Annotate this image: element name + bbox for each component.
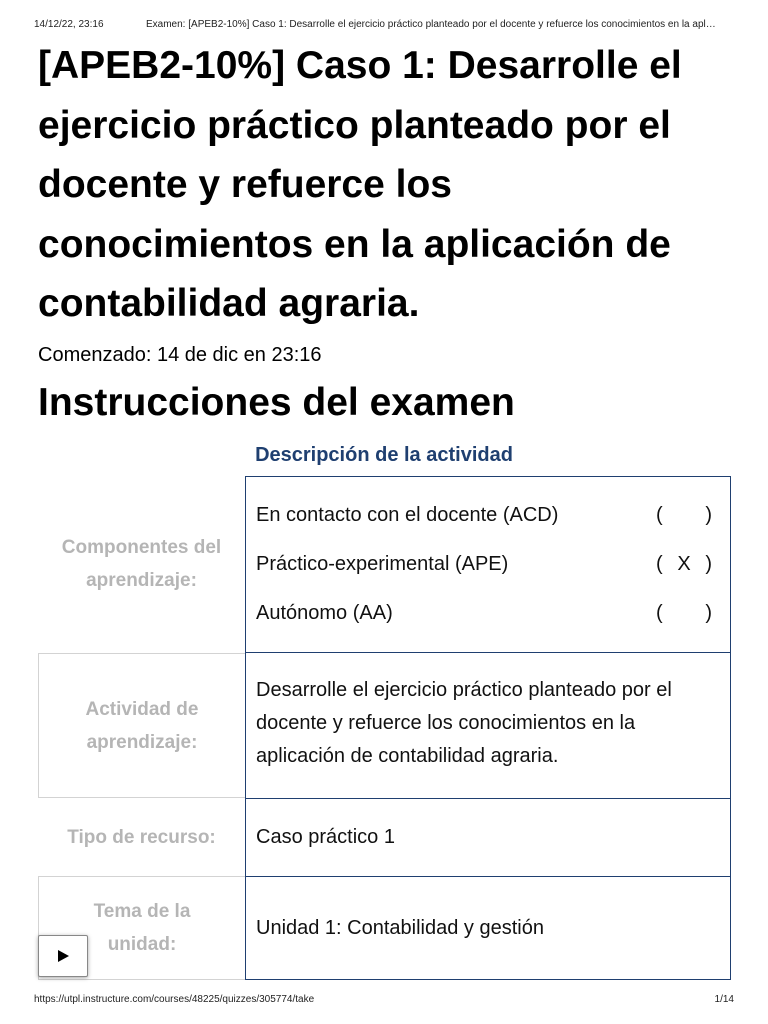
- topic-cell: [245, 876, 731, 980]
- component-checkbox: ( ): [656, 597, 712, 630]
- component-mark: [663, 499, 706, 532]
- component-row-aa: [256, 597, 716, 627]
- resource-label-text: Tipo de recurso:: [67, 826, 216, 848]
- component-row-acd: [256, 499, 716, 529]
- resource-value: Caso práctico 1: [256, 826, 395, 848]
- play-icon: [56, 949, 70, 963]
- resource-label: [38, 798, 245, 876]
- quiz-title: [APEB2-10%] Caso 1: Desarrolle el ejercicio práctico planteado por el docente y refuerce los conocimientos en la aplicación de contabilidad agraria.: [38, 44, 682, 325]
- activity-description: Desarrolle el ejercicio práctico planteado por el docente y refuerce los conocimientos en la aplicación de contabilidad agraria.: [256, 679, 672, 767]
- print-url: https://utpl.instructure.com/courses/48225/quizzes/305774/take: [34, 994, 315, 1005]
- activity-label: [38, 653, 246, 798]
- topic-label-text: Tema de la unidad:: [93, 901, 191, 955]
- components-label-text: Componentes del aprendizaje:: [61, 537, 222, 591]
- components-cell: [245, 476, 731, 653]
- instructions-heading: Instrucciones del examen: [38, 381, 515, 424]
- print-footer: [0, 990, 768, 1024]
- component-mark: [663, 597, 706, 630]
- activity-label-text: Actividad de aprendizaje:: [85, 698, 199, 753]
- component-checkbox: ( X ): [656, 548, 712, 581]
- component-name: Autónomo (AA): [256, 602, 393, 624]
- activity-table-caption: Descripción de la actividad: [255, 444, 513, 466]
- started-timestamp: Comenzado: 14 de dic en 23:16: [38, 344, 322, 366]
- print-page-number: 1/14: [714, 994, 734, 1005]
- print-timestamp: 14/12/22, 23:16: [34, 19, 104, 30]
- print-page-title: Examen: [APEB2-10%] Caso 1: Desarrolle el ejercicio práctico planteado por el docente y refuerce los conocimientos en la apl…: [146, 19, 716, 30]
- play-button[interactable]: [38, 935, 88, 977]
- resource-cell: [245, 798, 731, 877]
- component-checkbox: ( ): [656, 499, 712, 532]
- component-name: En contacto con el docente (ACD): [256, 504, 559, 526]
- component-name: Práctico-experimental (APE): [256, 553, 509, 575]
- activity-cell: [245, 652, 731, 799]
- components-label: [38, 476, 245, 652]
- print-header: [0, 0, 768, 38]
- topic-value: Unidad 1: Contabilidad y gestión: [256, 916, 544, 939]
- component-row-ape: [256, 548, 716, 578]
- component-mark: X: [677, 553, 691, 575]
